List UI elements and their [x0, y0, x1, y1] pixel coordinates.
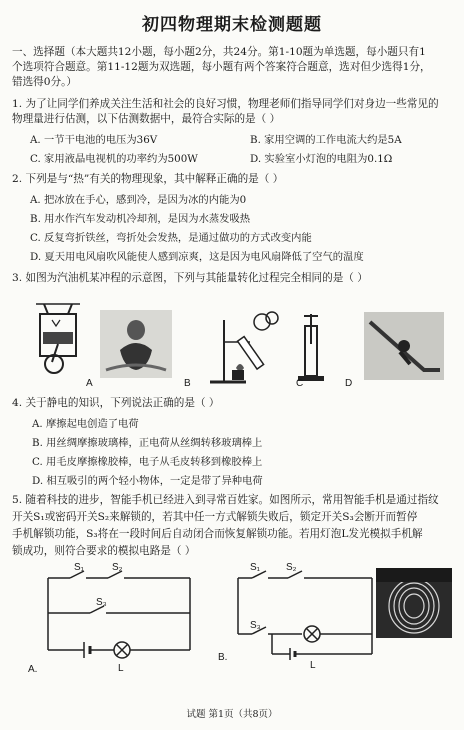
circuit-b-s3: S₃: [250, 620, 261, 631]
circuit-b-s1: S₁: [250, 562, 261, 573]
circuit-b-s2: S₂: [286, 562, 297, 573]
circuit-a-s2: S₂: [112, 562, 123, 573]
circuit-a-lamp: L: [118, 663, 124, 674]
q1-option-a: A. 一节干电池的电压为36V: [30, 134, 158, 146]
q2-option-a: A. 把冰放在手心，感到冷，是因为冰的内能为0: [30, 194, 247, 206]
q4-option-a: A. 摩擦起电创造了电荷: [32, 418, 139, 430]
q3-label-a: A: [86, 378, 93, 389]
circuit-a-s1: S₁: [74, 562, 85, 573]
q1-stem: 1. 为了让同学们养成关注生活和社会的良好习惯，物理老师们指导同学们对身边一些常见的: [12, 98, 439, 110]
q3-stem: 3. 如图为汽油机某冲程的示意图，下列与其能量转化过程完全相同的是（ ）: [12, 272, 368, 284]
q4-option-b: B. 用丝绸摩擦玻璃棒，正电荷从丝绸转移玻璃棒上: [32, 437, 263, 449]
circuit-b-diagram: [232, 568, 382, 660]
q1-stem-2: 物理量进行估测，以下估测数据中，最符合实际的是（ ）: [12, 113, 281, 125]
circuit-a-label: A.: [28, 664, 38, 675]
section-heading-2: 个选项符合题意。第11-12题为双选题，每小题有两个答案符合题意，选对但少选得1分，: [12, 61, 431, 73]
page-footer: 试题 第1页（共8页）: [186, 709, 278, 720]
q1-option-b: B. 家用空调的工作电流大约是5A: [250, 134, 402, 146]
q2-option-c: C. 反复弯折铁丝，弯折处会发热，是通过做功的方式改变内能: [30, 232, 312, 244]
q3-label-b: B: [184, 378, 191, 389]
q1-option-c: C. 家用液晶电视机的功率约为500W: [30, 153, 198, 165]
section-heading: 一、选择题（本大题共12小题，每小题2分，共24分。第1-10题为单选题，每小题只有1: [12, 46, 426, 58]
q5-stem: 5. 随着科技的进步，智能手机已经进入到寻常百姓家。如图所示，常用智能手机是通过指纹: [12, 494, 439, 506]
q2-stem: 2. 下列是与“热”有关的物理现象，其中解释正确的是（ ）: [12, 173, 284, 185]
circuit-a-s3: S₃: [96, 597, 107, 608]
q3-label-d: D: [345, 378, 353, 389]
fingerprint-photo: [376, 568, 452, 638]
circuit-b-lamp: L: [310, 660, 316, 671]
q4-option-c: C. 用毛皮摩擦橡胶棒，电子从毛皮转移到橡胶棒上: [32, 456, 263, 468]
circuit-b-label: B.: [218, 652, 228, 663]
engine-cylinder-figure: [30, 296, 90, 376]
q5-stem-4: 锁成功，则符合要求的模拟电路是（ ）: [12, 545, 196, 557]
circuit-a-diagram: [40, 568, 200, 660]
q5-stem-2: 开关S₁或密码开关S₂来解锁的，若其中任一方式解锁失败后，锁定开关S₃会断开而暂停: [12, 511, 418, 523]
q1-option-d: D. 实验室小灯泡的电阻为0.1Ω: [250, 153, 393, 165]
page-title: 初四物理期末检测题题: [142, 15, 322, 35]
q5-stem-3: 手机解锁功能，S₃将在一段时间后自动闭合而恢复解锁功能。若用灯泡L发光模拟手机解: [12, 528, 423, 540]
section-heading-3: 错选得0分。）: [12, 76, 78, 88]
q4-stem: 4. 关于静电的知识，下列说法正确的是（ ）: [12, 397, 220, 409]
q4-option-d: D. 相互吸引的两个轻小物体，一定是带了异种电荷: [32, 475, 263, 487]
boiling-tube-figure: [206, 312, 286, 384]
rubbing-hands-figure: [100, 310, 172, 378]
fire-piston-figure: [292, 314, 332, 384]
q2-option-d: D. 夏天用电风扇吹风能使人感到凉爽，这是因为电风扇降低了空气的温度: [30, 251, 364, 263]
q3-label-c: C: [296, 378, 304, 389]
q2-option-b: B. 用水作汽车发动机冷却剂，是因为水蒸发吸热: [30, 213, 251, 225]
slide-figure: [364, 312, 444, 380]
